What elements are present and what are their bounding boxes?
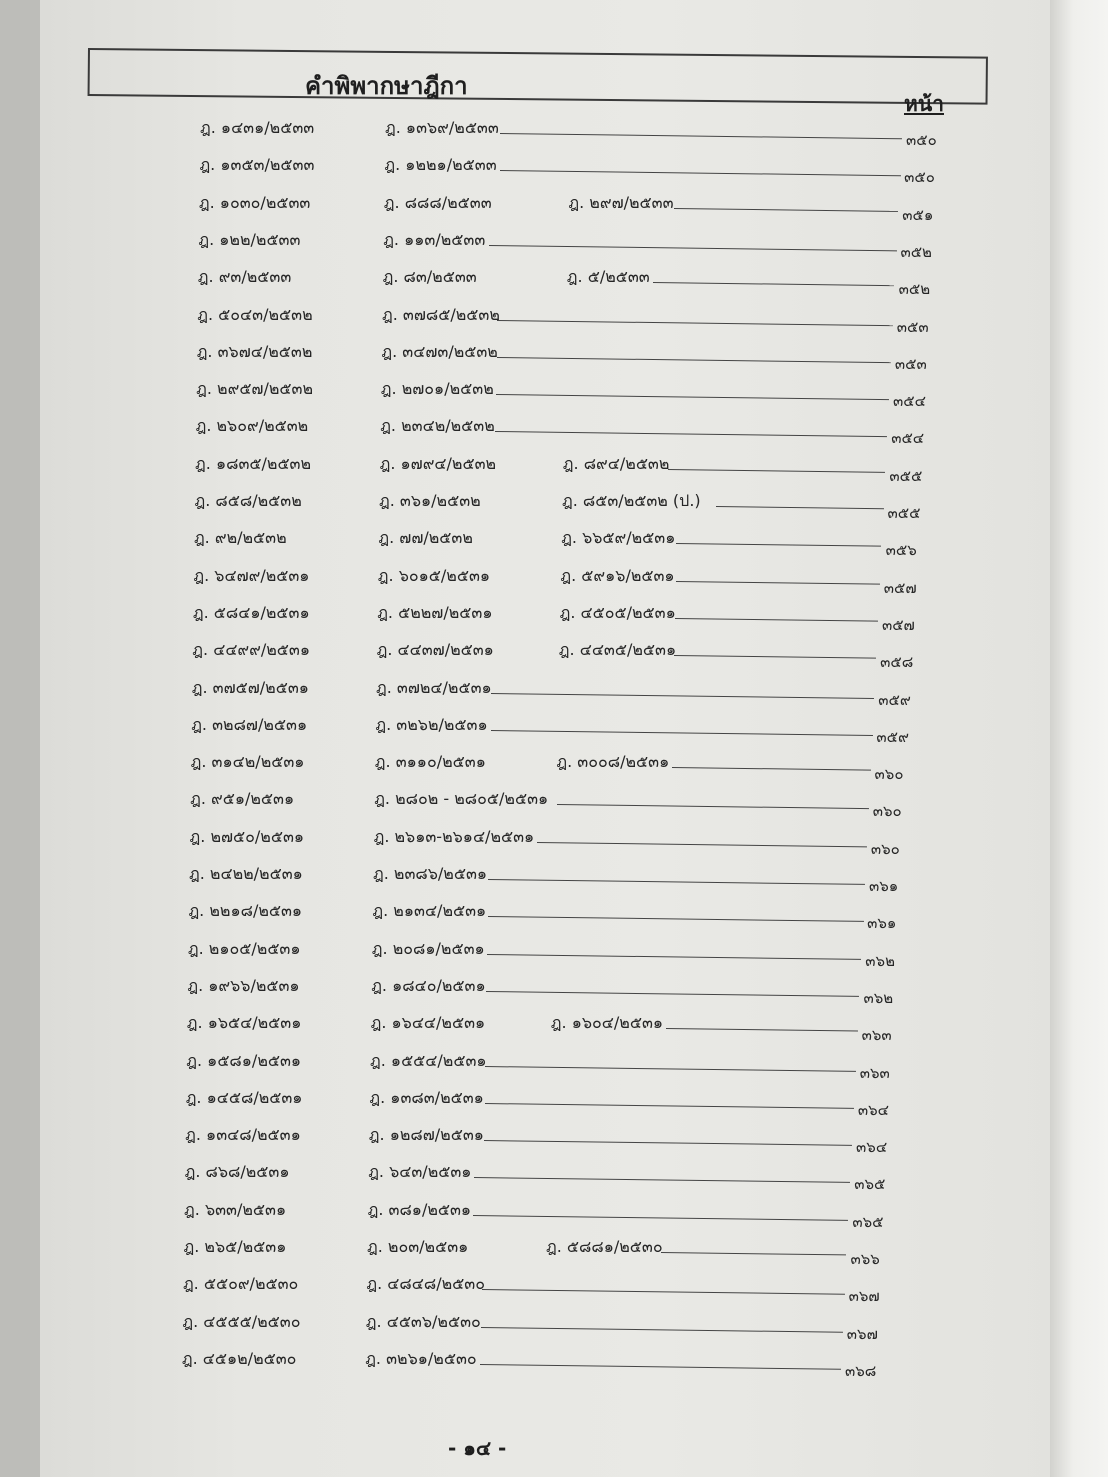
leader-line [653,282,894,286]
case-reference: ฎ. ๒๗๕๐/๒๕๓๑ [189,826,305,846]
index-row [0,1235,1108,1268]
case-reference: ฎ. ๑๘๓๕/๒๕๓๒ [195,453,312,473]
page-number: ๓๕๙ [876,727,909,746]
leader-line [491,730,873,736]
case-reference: ฎ. ๘๓/๒๕๓๓ [382,267,477,287]
index-row [0,452,1108,485]
case-reference: ฎ. ๑๘๔๐/๒๕๓๑ [371,975,486,995]
page-number: ๓๕๘ [880,653,914,672]
case-reference: ฎ. ๕๘๘๑/๒๕๓๐ [546,1237,663,1256]
leader-line [666,1028,858,1032]
index-row [0,377,1108,411]
case-reference: ฎ. ๑๖๕๔/๒๕๓๑ [186,1013,302,1033]
index-row [0,638,1108,672]
case-reference: ฎ. ๑๓๖๙/๒๕๓๓ [385,118,499,137]
leader-line [500,133,902,139]
leader-line [486,991,859,997]
index-row [0,116,1108,149]
page-number: ๓๖๐ [870,839,900,858]
index-row [0,1160,1108,1194]
leader-line [672,767,871,771]
case-reference: ฎ. ๒๔๒๒/๒๕๓๑ [189,864,303,883]
case-reference: ฎ. ๒๗๐๑/๒๕๓๒ [380,379,494,399]
case-reference: ฎ. ๓๑๔๒/๒๕๓๑ [190,752,305,772]
leader-line [485,1103,854,1109]
page-title: คำพิพากษาฎีกา [305,72,468,100]
index-row [0,750,1108,784]
index-row [0,1086,1108,1119]
index-row [0,191,1108,224]
case-reference: ฎ. ๒๐๘๑/๒๕๓๑ [371,938,485,958]
case-reference: ฎ. ๕๕๐๙/๒๕๓๐ [182,1274,299,1294]
leader-line [676,581,880,585]
case-reference: ฎ. ๑๒๒๑/๒๕๓๓ [384,155,497,175]
page-number: ๓๖๒ [863,988,894,1007]
index-row [0,899,1108,933]
index-row [0,713,1108,746]
case-reference: ฎ. ๘๘๘/๒๕๓๓ [383,192,492,212]
leader-line [557,804,869,809]
leader-line [537,842,867,847]
page-number: ๓๖๗ [846,1324,878,1343]
case-reference: ฎ. ๓๐๐๘/๒๕๓๑ [556,752,670,772]
index-row [0,303,1108,336]
case-reference: ฎ. ๓๒๖๒/๒๕๓๑ [375,714,488,734]
index-row [0,414,1108,448]
case-reference: ฎ. ๕๘๔๑/๒๕๓๑ [192,602,310,622]
leader-line [484,1140,852,1146]
leader-line [489,245,897,251]
page-number: ๓๖๖ [850,1250,880,1268]
page-number: ๓๕๖ [885,541,917,560]
case-reference: ฎ. ๓๒๖๑/๒๕๓๐ [365,1348,477,1368]
page-number: ๓๕๕ [889,466,923,485]
case-reference: ฎ. ๔๕๓๖/๒๕๓๐ [365,1311,481,1331]
page-number: ๓๕๐ [906,131,937,149]
case-reference: ฎ. ๑๑๓/๒๕๓๓ [383,229,486,249]
case-reference: ฎ. ๑๓๘๓/๒๕๓๑ [369,1087,484,1107]
case-reference: ฎ. ๓๗๕๗/๒๕๓๑ [191,677,309,697]
page-number: ๓๕๐ [904,168,935,187]
case-reference: ฎ. ๓๗๒๔/๒๕๓๑ [376,677,492,697]
page-number: ๓๖๕ [854,1175,886,1194]
case-reference: ฎ. ๒๖๑๓-๒๖๑๔/๒๕๓๑ [373,826,535,846]
page-number: ๓๕๒ [900,242,932,261]
case-reference: ฎ. ๖๔๓/๒๕๓๑ [368,1162,472,1182]
case-reference: ฎ. ๒๑๓๔/๒๕๓๑ [372,901,487,921]
index-row [0,340,1108,373]
case-reference: ฎ. ๔๕๕๕/๒๕๓๐ [182,1311,301,1331]
case-reference: ฎ. ๓๖๑/๒๕๓๒ [379,491,481,510]
index-row [0,265,1108,299]
index-row [0,1347,1108,1380]
index-row [0,1123,1108,1157]
index-row [0,526,1108,560]
leader-line [474,1177,850,1183]
case-reference: ฎ. ๑๗๙๔/๒๕๓๒ [379,453,497,473]
leader-line [497,320,893,326]
case-reference: ฎ. ๕๒๒๗/๒๕๓๑ [377,602,493,622]
index-row [0,228,1108,261]
header-box [88,48,988,105]
case-reference: ฎ. ๕๐๔๓/๒๕๓๒ [197,304,313,324]
case-reference: ฎ. ๓๖๗๔/๒๕๓๒ [196,341,313,361]
case-reference: ฎ. ๓๘๑/๒๕๓๑ [367,1199,472,1219]
index-row [0,153,1108,187]
index-row [0,974,1108,1007]
page-number: ๓๖๓ [859,1063,890,1082]
case-reference: ฎ. ๙๒/๒๕๓๒ [193,528,287,548]
leader-line [716,506,884,509]
case-reference: ฎ. ๑๕๕๔/๒๕๓๑ [370,1050,487,1070]
case-reference: ฎ. ๒๐๓/๒๕๓๑ [367,1237,469,1256]
case-reference: ฎ. ๖๔๗๙/๒๕๓๑ [193,565,310,585]
case-reference: ฎ. ๙๓/๒๕๓๓ [197,267,292,287]
leader-line [495,431,887,437]
case-reference: ฎ. ๒๓๔๒/๒๕๓๒ [380,416,495,436]
case-reference: ฎ. ๒๑๐๕/๒๕๓๑ [187,938,301,958]
page-number: ๓๖๒ [865,951,895,970]
case-reference: ฎ. ๘๕๘/๒๕๓๒ [194,491,302,510]
case-reference: ฎ. ๔๘๔๘/๒๕๓๐ [366,1274,485,1294]
leader-line [485,1066,856,1072]
page-number: ๓๖๘ [844,1361,877,1380]
case-reference: ฎ. ๘๕๓/๒๕๓๒ (ป.) [562,491,701,510]
page-number: ๓๕๓ [894,354,927,373]
leader-line [488,879,865,885]
index-row [0,1011,1108,1045]
case-reference: ฎ. ๒๖๐๙/๒๕๓๒ [195,416,309,436]
case-reference: ฎ. ๓๑๑๐/๒๕๓๑ [374,752,486,772]
case-reference: ฎ. ๑๖๐๔/๒๕๓๑ [550,1013,664,1033]
index-row [0,1198,1108,1231]
index-row [0,937,1108,970]
index-row [0,676,1108,709]
page-number: ๓๕๔ [893,392,927,411]
index-row [0,489,1108,522]
page-number: ๓๕๔ [891,429,925,448]
case-reference: ฎ. ๑๖๔๔/๒๕๓๑ [370,1013,486,1033]
leader-line [668,469,885,473]
case-reference: ฎ. ๔๔๓๗/๒๕๓๑ [376,640,494,660]
leader-line [480,1364,841,1370]
case-reference: ฎ. ๒๙๗/๒๕๓๓ [568,192,674,212]
case-reference: ฎ. ๑๐๓๐/๒๕๓๓ [198,192,311,212]
case-reference: ฎ. ๔๔๙๙/๒๕๓๑ [192,640,311,660]
index-row [0,787,1108,821]
case-reference: ฎ. ๓๗๘๕/๒๕๓๒ [382,304,500,324]
case-reference: ฎ. ๓๔๗๓/๒๕๓๒ [381,341,498,361]
leader-line [473,1215,848,1221]
case-reference: ฎ. ๑๙๖๖/๒๕๓๑ [187,975,300,995]
case-reference: ฎ. ๗๗/๒๕๓๒ [378,528,473,548]
index-row [0,1310,1108,1343]
case-reference: ฎ. ๖๐๑๕/๒๕๓๑ [377,565,491,585]
page-number: ๓๖๔ [856,1138,888,1157]
index-row [0,862,1108,895]
leader-line [487,954,861,960]
case-reference: ฎ. ๔๕๐๕/๒๕๓๑ [559,602,676,622]
leader-line [661,1252,846,1255]
case-reference: ฎ. ๑๔๕๘/๒๕๓๑ [185,1087,303,1107]
page-column-label: หน้า [904,92,944,116]
case-reference: ฎ. ๕๙๑๖/๒๕๓๑ [560,565,675,585]
page-number: ๓๖๑ [869,877,899,895]
page-number: ๓๖๔ [857,1100,890,1119]
leader-line [481,1327,843,1333]
case-reference: ฎ. ๒๒๑๘/๒๕๓๑ [188,901,303,921]
leader-line [488,916,864,922]
leader-line [676,543,881,547]
case-reference: ฎ. ๑๒๒/๒๕๓๓ [198,229,301,249]
case-reference: ฎ. ๕/๒๕๓๓ [566,267,650,287]
page-number: ๓๕๕ [887,504,921,522]
leader-line [500,170,901,176]
index-row [0,1272,1108,1306]
leader-line [675,618,878,622]
page-number: ๓๕๗ [881,615,915,634]
index-row [0,564,1108,597]
leader-line [482,1289,845,1295]
case-reference: ฎ. ๑๕๘๑/๒๕๓๑ [186,1050,302,1070]
index-row [0,601,1108,634]
page-number: ๓๖๗ [848,1287,880,1306]
footer-page-number: - ๑๔ - [448,1436,507,1460]
case-reference: ฎ. ๖๖๕๙/๒๕๓๑ [561,528,676,548]
page-number: ๓๖๑ [867,914,897,933]
case-reference: ฎ. ๖๓๓/๒๕๓๑ [184,1199,287,1219]
page-number: ๓๖๐ [872,802,902,821]
case-reference: ฎ. ๒๘๐๒ - ๒๘๐๕/๒๕๓๑ [374,789,549,809]
leader-line [491,693,874,699]
case-reference: ฎ. ๘๙๔/๒๕๓๒ [562,453,670,473]
index-row [0,825,1108,858]
page-number: ๓๖๐ [874,765,904,784]
leader-line [497,357,891,363]
case-reference: ฎ. ๔๔๓๕/๒๕๓๑ [558,640,677,660]
leader-line [674,655,876,659]
case-reference: ฎ. ๑๓๔๘/๒๕๓๑ [185,1125,301,1145]
page-number: ๓๕๗ [883,578,917,597]
page-number: ๓๖๕ [852,1212,884,1231]
case-reference: ฎ. ๙๕๑/๒๕๓๑ [190,789,295,809]
case-reference: ฎ. ๑๓๕๓/๒๕๓๓ [199,155,315,175]
index-row [0,1049,1108,1082]
case-reference: ฎ. ๒๓๘๖/๒๕๓๑ [373,864,488,883]
case-reference: ฎ. ๑๒๘๗/๒๕๓๑ [368,1125,484,1145]
case-reference: ฎ. ๒๖๕/๒๕๓๑ [183,1237,287,1256]
leader-line [496,394,889,400]
page-number: ๓๕๒ [898,280,931,299]
case-reference: ฎ. ๓๒๘๗/๒๕๓๑ [191,714,308,734]
case-reference: ฎ. ๘๖๘/๒๕๓๑ [184,1162,290,1182]
page-number: ๓๖๓ [861,1026,892,1045]
page-number: ๓๕๑ [902,205,934,224]
case-reference: ฎ. ๔๕๑๒/๒๕๓๐ [181,1348,297,1368]
page-number: ๓๕๓ [896,317,929,336]
leader-line [674,208,898,212]
case-reference: ฎ. ๑๔๓๑/๒๕๓๓ [200,118,315,137]
case-reference: ฎ. ๒๙๕๗/๒๕๓๒ [196,379,313,399]
page-number: ๓๕๙ [878,690,911,709]
